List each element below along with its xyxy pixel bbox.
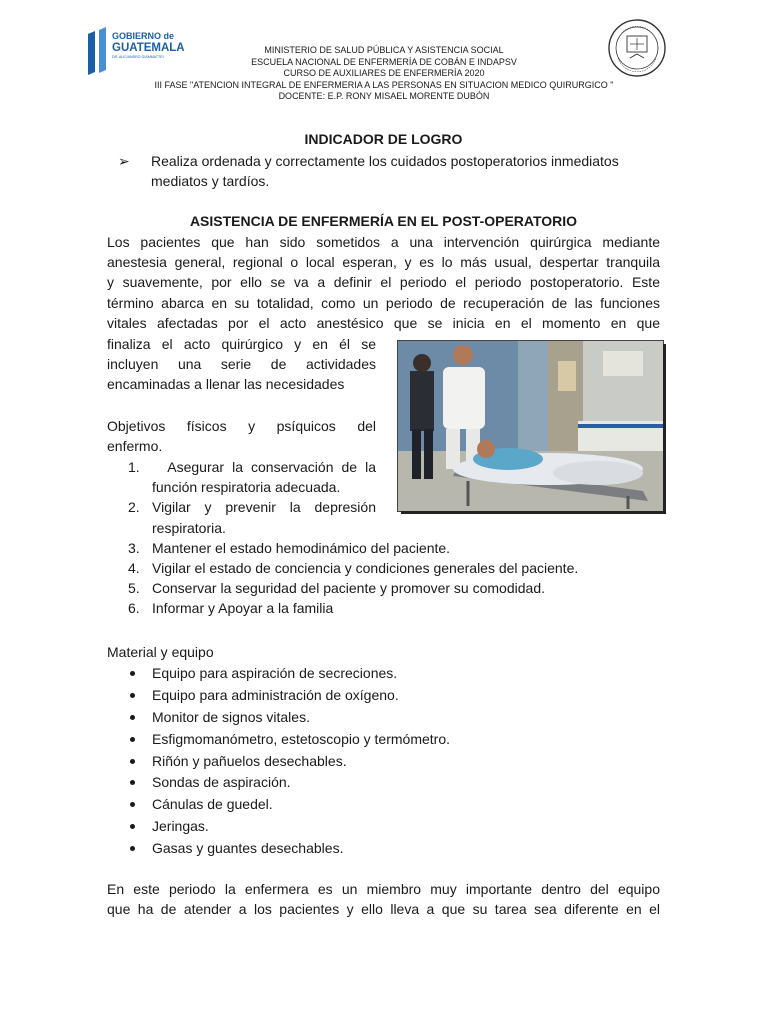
patient-transport-photo [398,341,663,511]
header-line: III FASE "ATENCION INTEGRAL DE ENFERMERIA A LAS PERSONAS EN SITUACION MEDICO QUIRURGICO " [154,79,614,90]
paragraph-line: Los pacientes que han sido sometidos a una intervención quirúrgica mediante [107,234,660,250]
header-line: ESCUELA NACIONAL DE ENFERMERÍA DE COBÁN E INDAPSV [251,56,517,67]
list-item: 4. Vigilar el estado de conciencia y condiciones generales del paciente. [128,560,579,577]
logo-line1: GOBIERNO de [112,31,175,41]
asistencia-title: ASISTENCIA DE ENFERMERÍA EN EL POST-OPERATORIO [189,213,578,229]
bullet-icon [130,824,135,829]
list-item: Cánulas de guedel. [107,794,663,816]
bullet-icon [130,671,135,676]
paragraph-line: vitales afectadas por el acto anestésico que se inicia en el momento en que [107,314,660,331]
list-item: 1. Asegurar la conservación de la función respiratoria adecuada. [128,459,376,496]
paragraph-line: que ha de atender a los pacientes y ello lleva a que su tarea sea diferente en el [107,901,660,918]
list-item: Monitor de signos vitales. [107,707,663,729]
list-item: Equipo para aspiración de secreciones. [107,663,663,685]
objetivos-line: enfermo. [107,438,163,455]
bullet-icon [130,802,135,807]
arrow-bullet-icon: ➢ [118,153,130,169]
document-header [110,45,658,103]
list-item: 2. Vigilar y prevenir la depresión respiratoria. [128,499,376,536]
paragraph-line: En este periodo la enfermera es un miembro muy importante dentro del equipo [107,881,660,897]
header-line: MINISTERIO DE SALUD PÚBLICA Y ASISTENCIA SOCIAL [264,45,504,55]
bullet-icon [130,846,135,851]
list-item: Esfigmomanómetro, estetoscopio y termómetro. [107,729,663,751]
list-item: Gasas y guantes desechables. [107,838,663,860]
paragraph-line: finaliza el acto quirúrgico y en él se [107,336,376,352]
logo-line2: GUATEMALA [112,42,185,54]
bullet-icon [130,715,135,720]
header-line: DOCENTE: E.P. RONY MISAEL MORENTE DUBÓN [278,91,490,101]
header-line: CURSO DE AUXILIARES DE ENFERMERÍA 2020 [283,68,485,78]
asistencia-paragraph [107,232,660,333]
list-item: Riñón y pañuelos desechables. [107,751,663,773]
closing-paragraph [107,879,660,919]
objetivos-intro [107,416,376,456]
list-item: 3. Mantener el estado hemodinámico del paciente. [128,539,451,556]
indicador-title: INDICADOR DE LOGRO [304,131,463,147]
paragraph-line: incluyen una serie de actividades [107,356,376,373]
bullet-icon [130,759,135,764]
indicador-text: Realiza ordenada y correctamente los cuidados postoperatorios inmediatos mediatos y tardíos. [151,153,619,190]
list-item: 5. Conservar la seguridad del paciente y promover su comodidad. [128,580,545,597]
logo-line3: DR. ALEJANDRO GIAMMATTEI [112,55,164,59]
asistencia-paragraph-continued [107,334,376,395]
list-item: Equipo para administración de oxígeno. [107,685,663,707]
material-title: Material y equipo [107,644,214,660]
list-item: 6. Informar y Apoyar a la familia [128,600,334,617]
paragraph-line: y suavemente, por ello se va a definir el periodo el periodo postoperatorio. Este [107,274,660,291]
paragraph-line: término abarca en su totalidad, como un periodo de recuperación de las funciones [107,294,660,311]
list-item: Sondas de aspiración. [107,772,663,794]
bullet-icon [130,780,135,785]
paragraph-line: anestesia general, regional o local esperan, y es lo más usual, despertar tranquila [107,254,660,271]
bullet-icon [130,737,135,742]
material-list [107,663,663,860]
objetivos-line: Objetivos físicos y psíquicos del [107,418,376,434]
list-item: Jeringas. [107,816,663,838]
paragraph-line: encaminadas a llenar las necesidades [107,376,345,393]
bullet-icon [130,693,135,698]
